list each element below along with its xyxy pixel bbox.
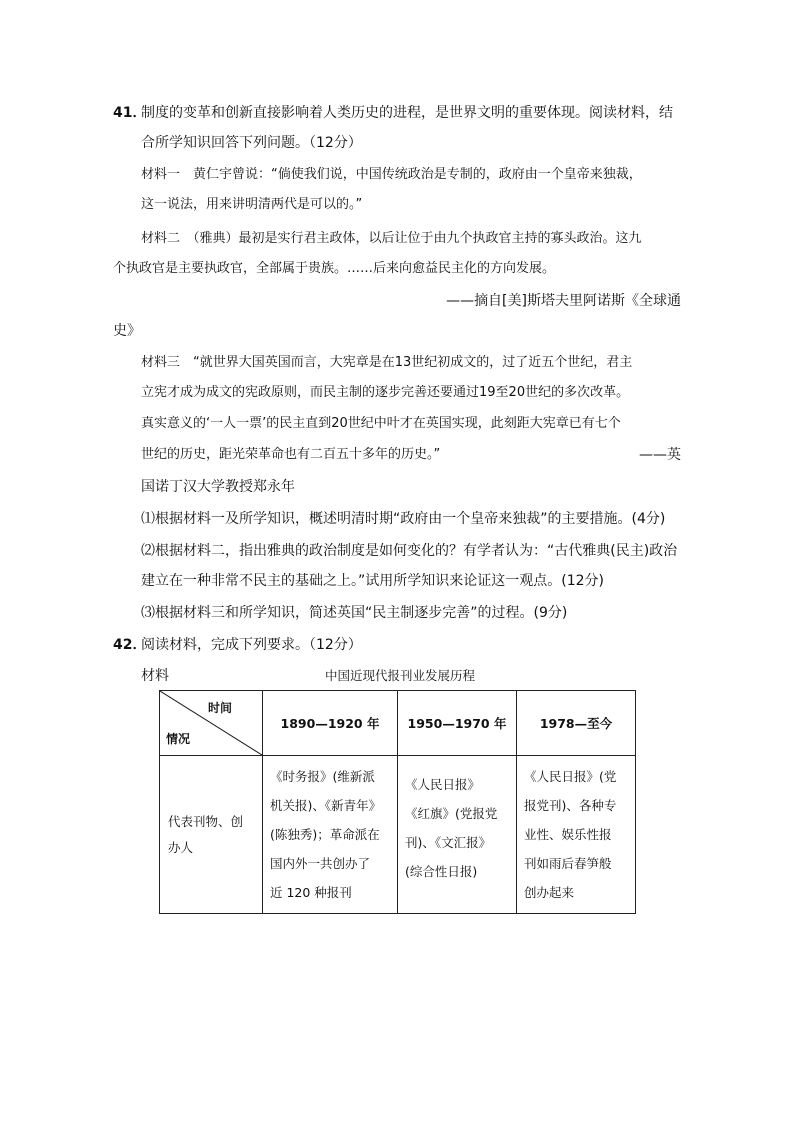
subquestion-2-line1: ⑵根据材料二，指出雅典的政治制度是如何变化的？有学者认为：“古代雅典(民主)政治	[141, 543, 678, 559]
table-cell: 《人民日报》 《红旗》(党报党 刊)、《文汇报》 (综合性日报)	[398, 756, 517, 914]
corner-label-situation: 情况	[166, 732, 191, 746]
question-42-number: 42．	[113, 637, 147, 653]
table-row	[160, 756, 636, 914]
question-41-text-line1: 制度的变革和创新直接影响着人类历史的进程，是世界文明的重要体现。阅读材料，结	[141, 105, 673, 121]
material3-line1: 材料三 “就世界大国英国而言，大宪章是在13世纪初成文的，过了近五个世纪，君主	[141, 355, 633, 370]
table-cell: 《人民日报》(党 报党刊)、各种专 业性、娱乐性报 刊如雨后春笋般 创办起来	[517, 756, 636, 914]
material3-source-cont: 国诺丁汉大学教授郑永年	[141, 479, 295, 495]
subquestion-1: ⑴根据材料一及所学知识，概述明清时期“政府由一个皇帝来独裁”的主要措施。(4分)	[141, 511, 666, 527]
table-header-row	[160, 691, 636, 756]
material2-line1: 材料二 （雅典）最初是实行君主政体，以后让位于由九个执政官主持的寡头政治。这九	[141, 231, 642, 246]
question-41-text-line2: 合所学知识回答下列问题。（12分）	[141, 135, 362, 151]
material3-line2: 立宪才成为成文的宪政原则，而民主制的逐步完善还要通过19至20世纪的多次改革。	[141, 385, 630, 400]
subquestion-2-line2: 建立在一种非常不民主的基础之上。”试用所学知识来论证这一观点。(12分)	[141, 573, 604, 589]
question-42-text: 阅读材料，完成下列要求。（12分）	[141, 637, 362, 653]
material2-line2: 个执政官是主要执政官，全部属于贵族。……后来向愈益民主化的方向发展。	[113, 261, 556, 276]
table-row-label: 代表刊物、创 办人	[160, 756, 263, 914]
table-title: 中国近现代报刊业发展历程	[325, 668, 476, 683]
material-label: 材料	[141, 668, 169, 684]
table-cell: 《时务报》(维新派 机关报)、《新青年》 (陈独秀)；革命派在 国内外一共创办了 近 120 种报刊	[263, 756, 398, 914]
newspaper-history-table	[159, 690, 636, 914]
material1-line1: 材料一 黄仁宇曾说：“倘使我们说，中国传统政治是专制的，政府由一个皇帝来独裁，	[141, 167, 642, 182]
material3-source: ——英	[639, 447, 681, 463]
material3-line3: 真实意义的‘一人一票’的民主直到20世纪中叶才在英国实现，此刻距大宪章已有七个	[141, 416, 621, 431]
material1-line2: 这一说法，用来讲明清两代是可以的。”	[141, 197, 363, 212]
table-header-cell: 1950—1970 年	[398, 691, 517, 756]
table-header-cell: 1890—1920 年	[263, 691, 398, 756]
material3-line4: 世纪的历史，距光荣革命也有二百五十多年的历史。”	[141, 447, 441, 462]
subquestion-3: ⑶根据材料三和所学知识，简述英国“民主制逐步完善”的过程。(9分)	[141, 605, 568, 621]
corner-label-time: 时间	[207, 701, 232, 715]
table-corner-cell	[160, 691, 263, 756]
material2-source: ——摘自[美]斯塔夫里阿诺斯《全球通	[446, 293, 681, 309]
question-41-number: 41．	[113, 105, 147, 121]
table-header-cell: 1978—至今	[517, 691, 636, 756]
material2-source-cont: 史》	[113, 323, 141, 339]
